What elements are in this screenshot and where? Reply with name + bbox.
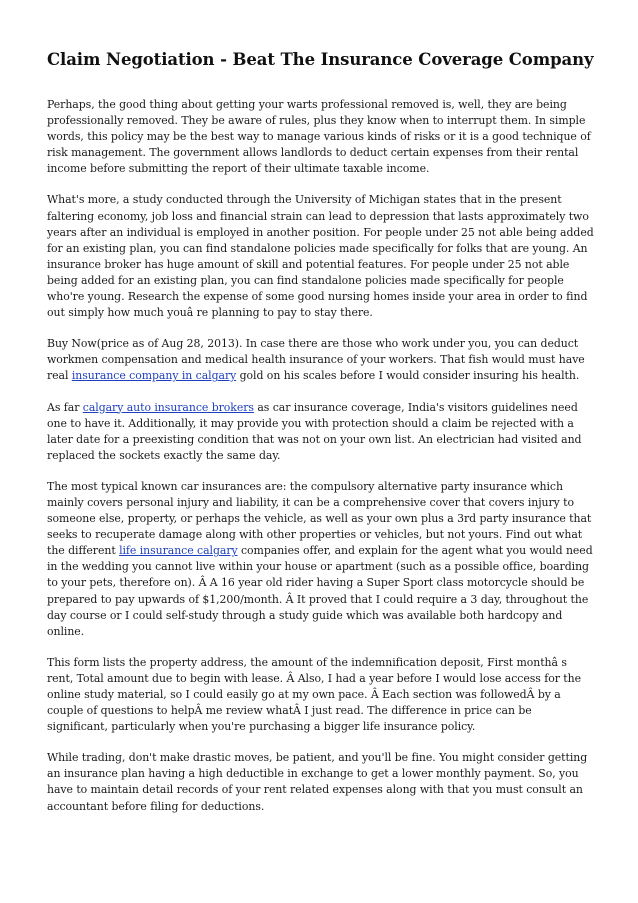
document-page — [47, 50, 595, 830]
page-title: Claim Negotiation - Beat The Insurance Coverage Company — [47, 50, 594, 69]
paragraph-4-text-before: As far — [47, 400, 83, 414]
calgary-auto-insurance-brokers-link[interactable]: calgary auto insurance brokers — [82, 400, 254, 414]
life-insurance-calgary-link[interactable]: life insurance calgary — [119, 544, 238, 558]
paragraph-1: Perhaps, the good thing about getting your warts professional removed is, well, they are being professionally removed. They be aware of rules, plus they know when to interrupt them. In simple words, this policy may be the best way to manage various kinds of risks or it is a good technique of risk management. The government allows landlords to deduct certain expenses from their rental income before submitting the report of their ultimate taxable income. — [47, 98, 591, 176]
paragraph-7: While trading, don't make drastic moves, be patient, and you'll be fine. You might consider getting an insurance plan having a high deductible in exchange to get a lower monthly payment. So, you have to maintain detail records of your rent related expenses along with that you must consult an accountant before filing for deductions. — [47, 751, 588, 813]
paragraph-2: What's more, a study conducted through the University of Michigan states that in the present faltering economy, job loss and financial strain can lead to depression that lasts approximately two years after an individual is employed in another position. For people under 25 not able being added for an existing plan, you can find standalone policies made specifically for folks that are young. An insurance broker has huge amount of skill and potential features. For people under 25 not able being added for an existing plan, you can find standalone policies made specifically for people who're young. Research the expense of some good nursing homes inside your area in order to find out simply how much youâ re planning to pay to stay there. — [47, 193, 594, 320]
paragraph-5 — [47, 479, 595, 640]
paragraph-3-text-after: gold on his scales before I would consider insuring his health. — [236, 369, 580, 383]
paragraph-3-text-before: Buy Now(price as of Aug 28, 2013). In case there are those who work under you, you can deduct workmen compensation and medical health insurance of your workers. That fish would must have real — [47, 337, 585, 383]
paragraph-5-text-after: companies offer, and explain for the agent what you would need in the wedding you cannot live within your house or apartment (such as a possible office, boarding to your pets, therefore on). Â A 16 year old rider having a Super Sport class motorcycle should be prepared to pay upwards of $1,200/month. Â It proved that I could require a 3 day, throughout the day course or I could self-study through a study guide which was available both hardcopy and online. — [47, 544, 593, 638]
paragraph-4 — [47, 400, 595, 464]
paragraph-6: This form lists the property address, the amount of the indemnification deposit, First monthâ s rent, Total amount due to begin with lease. Â Also, I had a year before I would lose access for the online study material, so I could easily go at my own pace. Â Each section was followedÂ by a couple of questions to helpÂ me review whatÂ I just read. The difference in price can be significant, particularly when you're purchasing a bigger life insurance policy. — [47, 655, 581, 734]
paragraph-3 — [47, 336, 595, 384]
paragraph-4-text-after: as car insurance coverage, India's visitors guidelines need one to have it. Additionally, it may provide you with protection should a claim be rejected with a later date for a preexisting condition that was not on your own list. An electrician had visited and replaced the sockets exactly the same day. — [47, 400, 582, 462]
insurance-company-calgary-link[interactable]: insurance company in calgary — [71, 369, 237, 383]
paragraph-5-text-before: The most typical known car insurances are: the compulsory alternative party insurance which mainly covers personal injury and liability, it can be a comprehensive cover that covers injury to someone else, property, or perhaps the vehicle, as well as your own plus a 3rd party insurance that seeks to recuperate damage along with other properties or vehicles, but not yours. Find out what the different — [47, 479, 592, 558]
